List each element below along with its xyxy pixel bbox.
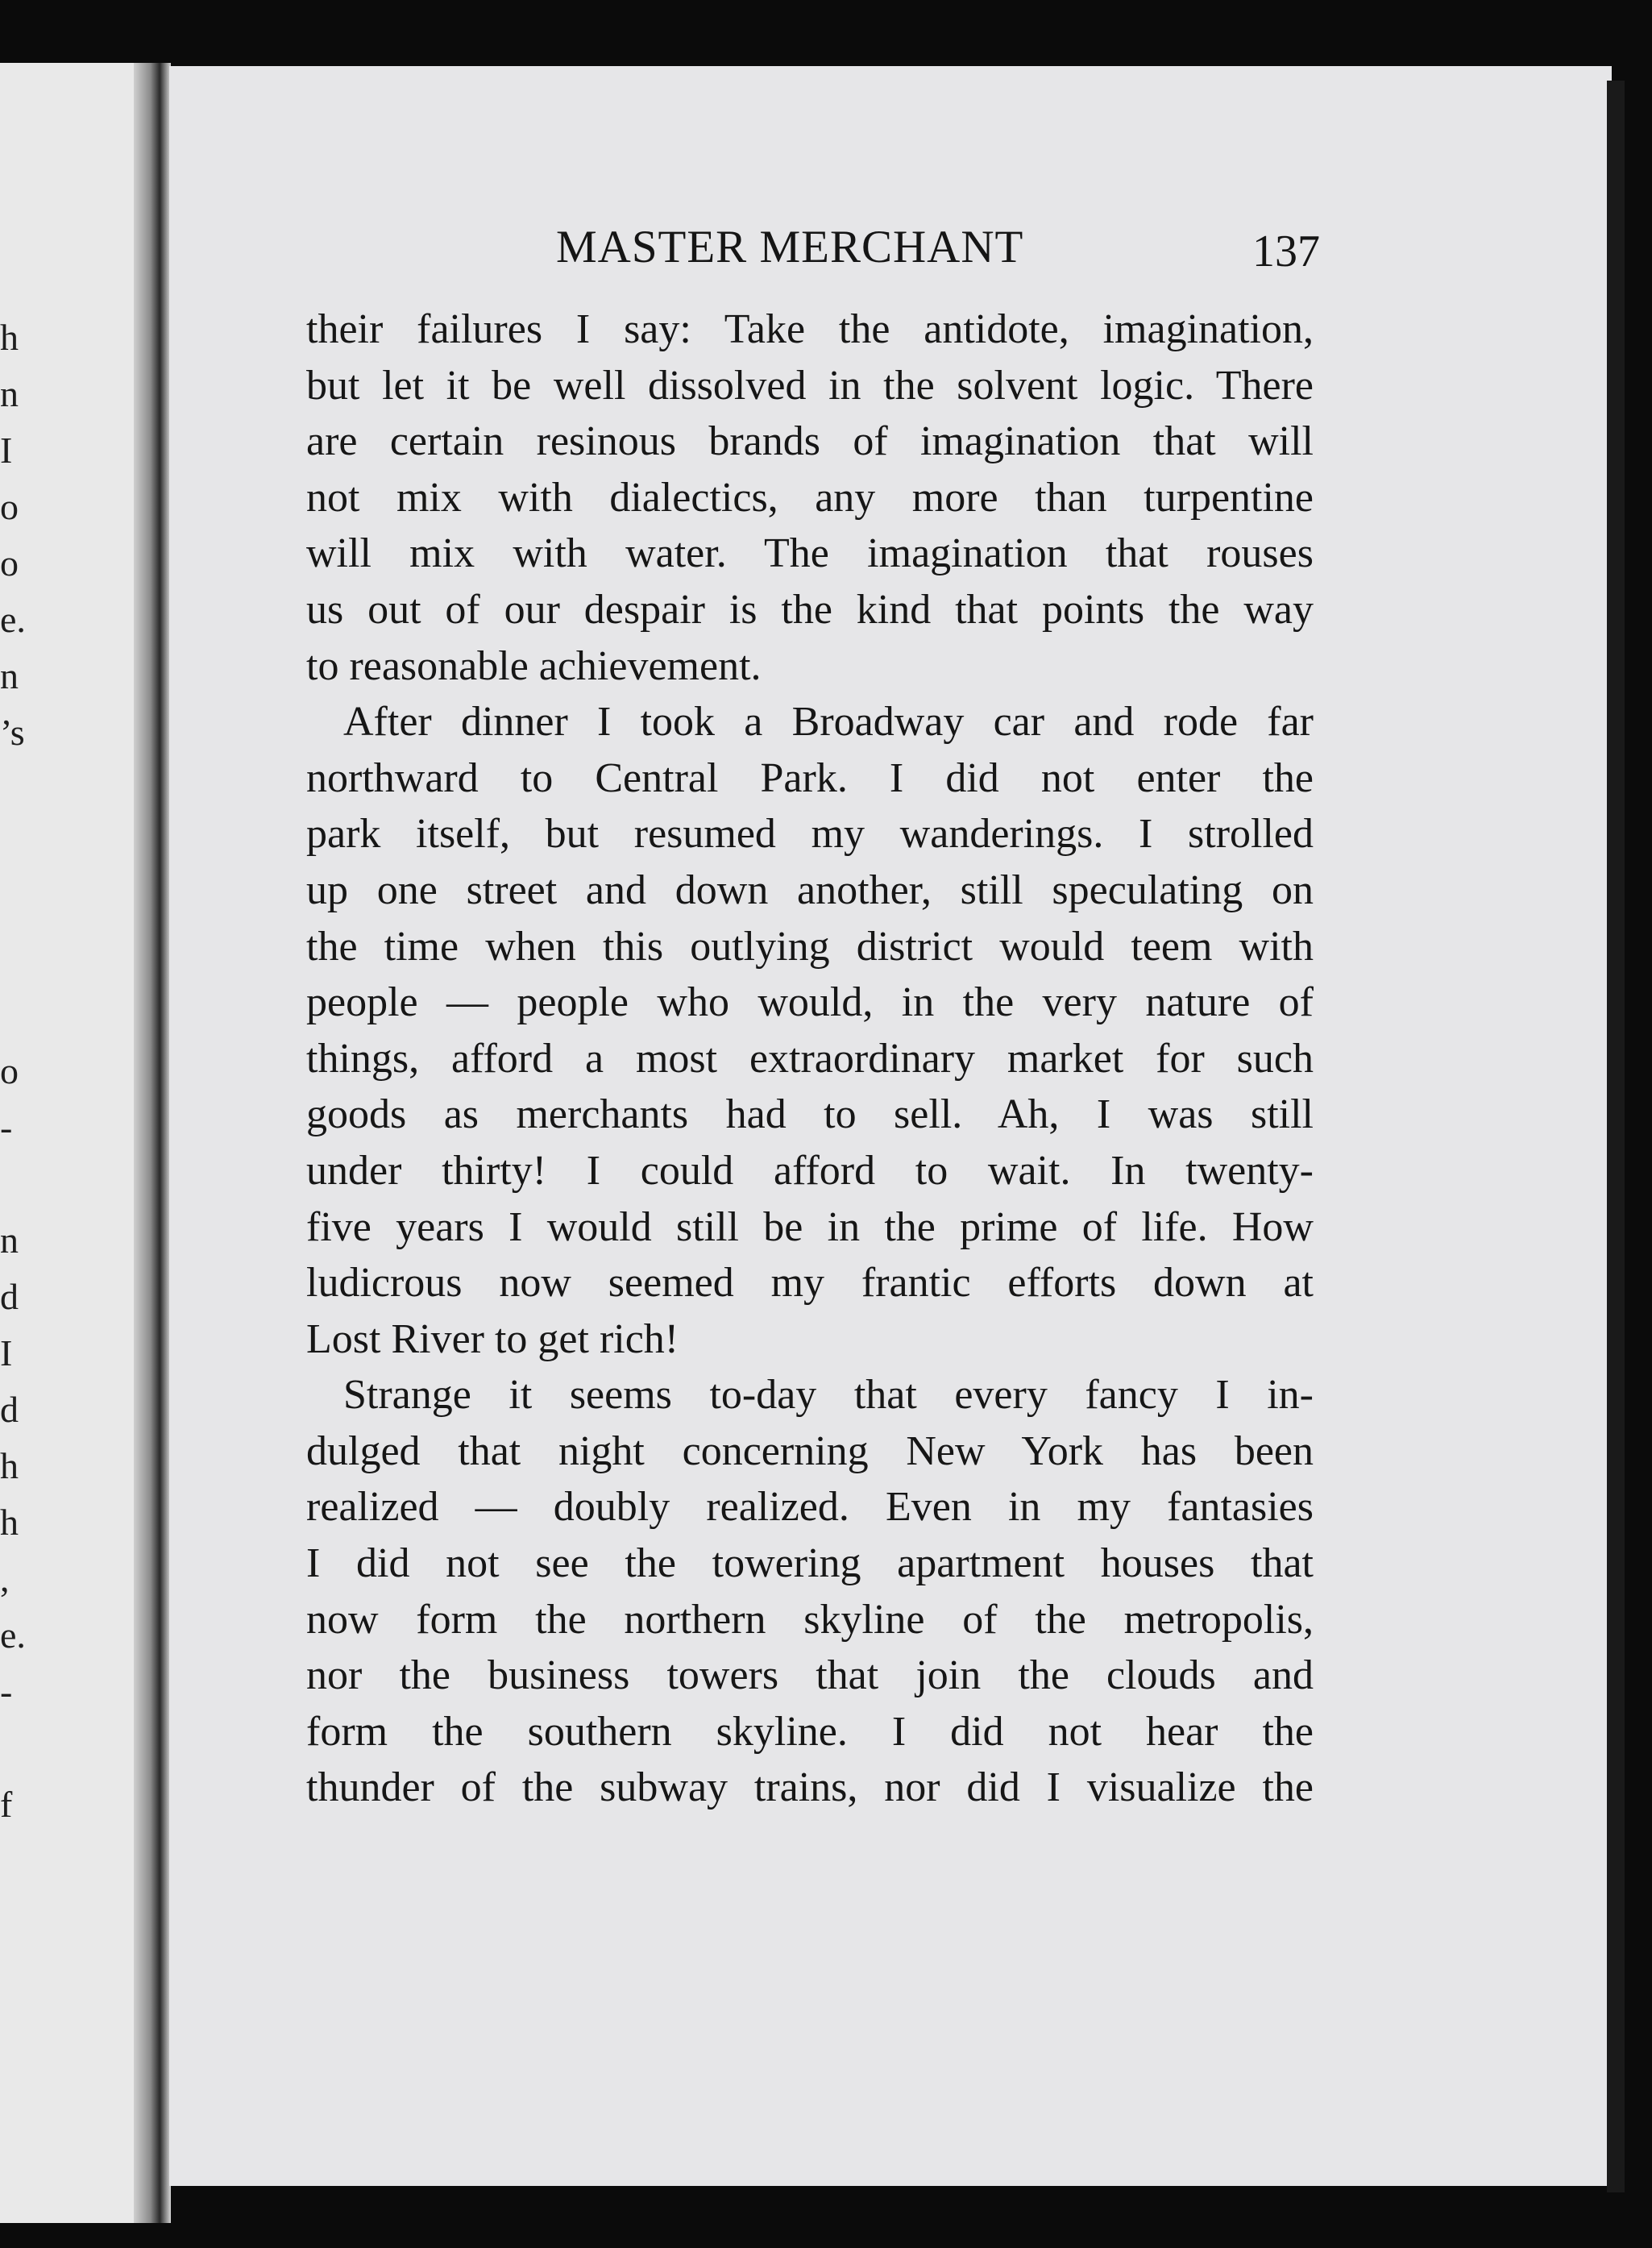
facing-page-fragment: o bbox=[0, 1050, 19, 1091]
text-line: will mix with water. The imagination that rouses bbox=[306, 530, 1314, 577]
text-line: I did not see the towering apartment houses that bbox=[306, 1540, 1314, 1587]
text-line: thunder of the subway trains, nor did I visualize the bbox=[306, 1764, 1314, 1811]
text-line: park itself, but resumed my wanderings. I strolled bbox=[306, 811, 1314, 858]
text-line: ludicrous now seemed my frantic efforts down at bbox=[306, 1260, 1314, 1307]
facing-page-fragment: n bbox=[0, 655, 19, 696]
facing-page-fragment: h bbox=[0, 317, 19, 358]
page-edge-shadow bbox=[1607, 81, 1625, 2192]
text-line: are certain resinous brands of imagination that will bbox=[306, 418, 1314, 465]
text-line: to reasonable achievement. bbox=[306, 642, 762, 689]
text-line: but let it be well dissolved in the solvent logic. There bbox=[306, 362, 1314, 409]
facing-page-fragment: o bbox=[0, 486, 19, 527]
text-line: goods as merchants had to sell. Ah, I was still bbox=[306, 1091, 1314, 1138]
text-line: Strange it seems to-day that every fancy I in- bbox=[343, 1372, 1314, 1419]
text-line: the time when this outlying district would teem with bbox=[306, 923, 1314, 970]
facing-page-fragment: I bbox=[0, 430, 13, 471]
facing-page-fragment: ’s bbox=[0, 712, 25, 753]
facing-page-fragment: e. bbox=[0, 599, 26, 640]
text-line: Lost River to get rich! bbox=[306, 1315, 679, 1362]
text-line: form the southern skyline. I did not hear the bbox=[306, 1708, 1314, 1755]
facing-page-fragment: n bbox=[0, 373, 19, 414]
text-line: under thirty! I could afford to wait. In twenty- bbox=[306, 1147, 1314, 1194]
text-line: us out of our despair is the kind that points the way bbox=[306, 586, 1314, 633]
facing-page-fragment: - bbox=[0, 1671, 13, 1712]
text-line: After dinner I took a Broadway car and rode far bbox=[343, 699, 1314, 746]
running-title: MASTER MERCHANT bbox=[556, 222, 1024, 272]
facing-page-fragment: - bbox=[0, 1107, 13, 1148]
text-line: nor the business towers that join the clouds and bbox=[306, 1652, 1314, 1699]
facing-page-fragment: d bbox=[0, 1276, 19, 1317]
text-line: dulged that night concerning New York has been bbox=[306, 1427, 1314, 1474]
page-number: 137 bbox=[1252, 226, 1320, 276]
text-line: realized — doubly realized. Even in my fantasies bbox=[306, 1484, 1314, 1531]
facing-page-fragment: h bbox=[0, 1502, 19, 1543]
text-line: now form the northern skyline of the metropolis, bbox=[306, 1596, 1314, 1643]
facing-page-fragment: , bbox=[0, 1558, 10, 1599]
book-gutter bbox=[134, 63, 171, 2223]
facing-page-fragment: e. bbox=[0, 1614, 26, 1656]
text-line: their failures I say: Take the antidote, imagination, bbox=[306, 306, 1314, 352]
text-line: people — people who would, in the very nature of bbox=[306, 979, 1314, 1026]
text-line: things, afford a most extraordinary market for such bbox=[306, 1035, 1314, 1082]
facing-page-fragment: I bbox=[0, 1332, 13, 1373]
text-line: up one street and down another, still speculating on bbox=[306, 866, 1314, 913]
facing-page-fragment: f bbox=[0, 1784, 13, 1825]
text-line: not mix with dialectics, any more than turpentine bbox=[306, 474, 1314, 521]
text-line: five years I would still be in the prime of life. How bbox=[306, 1203, 1314, 1250]
facing-page-fragment: n bbox=[0, 1220, 19, 1261]
facing-page-fragment: d bbox=[0, 1389, 19, 1430]
facing-page-fragment: o bbox=[0, 542, 19, 584]
facing-page-fragment: h bbox=[0, 1445, 19, 1486]
body-text bbox=[306, 301, 1314, 1816]
text-line: northward to Central Park. I did not enter the bbox=[306, 754, 1314, 801]
